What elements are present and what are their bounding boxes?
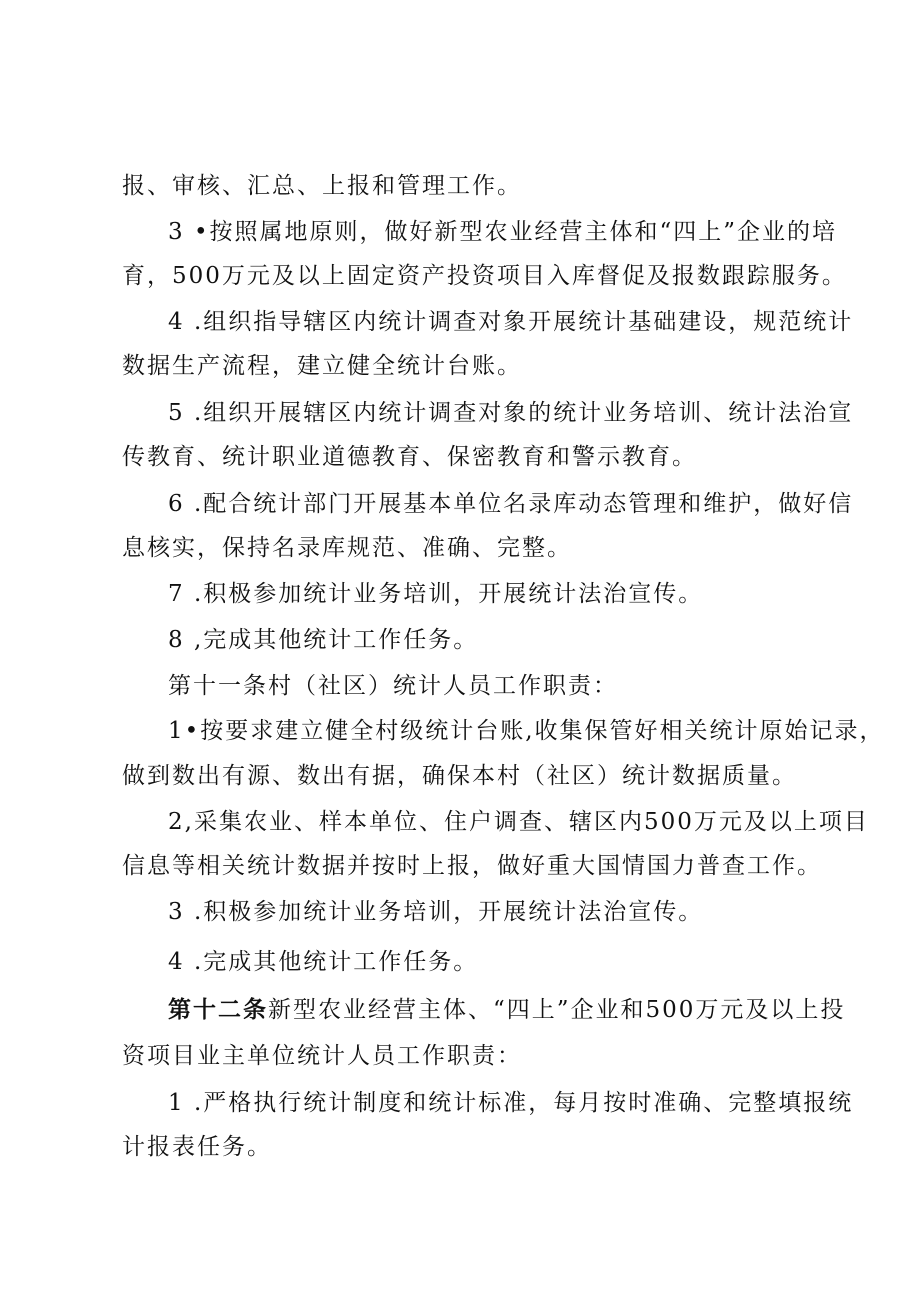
text-line: 息核实，保持名录库规范、准确、完整。: [122, 535, 572, 561]
list-item-3b: 3 .积极参加统计业务培训，开展统计法治宣传。: [168, 899, 704, 925]
list-item-3: 3 •按照属地原则，做好新型农业经营主体和“四上”企业的培: [168, 219, 838, 245]
list-item-8: 8 ,完成其他统计工作任务。: [168, 627, 479, 653]
article-12-line: 第十二条新型农业经营主体、“四上”企业和500万元及以上投: [0, 990, 920, 1030]
list-item-5: 5 .组织开展辖区内统计调查对象的统计业务培训、统计法治宣: [168, 400, 854, 426]
text-line: 做到数出有源、数出有据，确保本村（社区）统计数据质量。: [122, 763, 797, 789]
article-11-heading: 第十一条村（社区）统计人员工作职责：: [168, 673, 618, 699]
list-item-1: 1•按要求建立健全村级统计台账,收集保管好相关统计原始记录，: [168, 718, 885, 744]
text-line: 数据生产流程，建立健全统计台账。: [122, 353, 522, 379]
text-line: 计报表任务。: [122, 1134, 272, 1160]
list-item-4b: 4 .完成其他统计工作任务。: [168, 949, 479, 975]
list-item-6: 6 .配合统计部门开展基本单位名录库动态管理和维护，做好信: [168, 491, 854, 517]
text-line: 报、审核、汇总、上报和管理工作。: [122, 173, 522, 199]
text-line: 传教育、统计职业道德教育、保密教育和警示教育。: [122, 444, 697, 470]
text-line: 信息等相关统计数据并按时上报，做好重大国情国力普查工作。: [122, 853, 822, 879]
text-line: 育，500万元及以上固定资产投资项目入库督促及报数跟踪服务。: [122, 263, 847, 289]
list-item-7: 7 .积极参加统计业务培训，开展统计法治宣传。: [168, 581, 704, 607]
article-12-heading: 第十二条: [168, 996, 268, 1023]
list-item-4: 4 .组织指导辖区内统计调查对象开展统计基础建设，规范统计: [168, 309, 854, 335]
list-item-1b: 1 .严格执行统计制度和统计标准，每月按时准确、完整填报统: [168, 1090, 854, 1116]
list-item-2: 2,采集农业、样本单位、住户调查、辖区内500万元及以上项目: [168, 809, 869, 835]
text-line: 资项目业主单位统计人员工作职责：: [122, 1043, 522, 1069]
